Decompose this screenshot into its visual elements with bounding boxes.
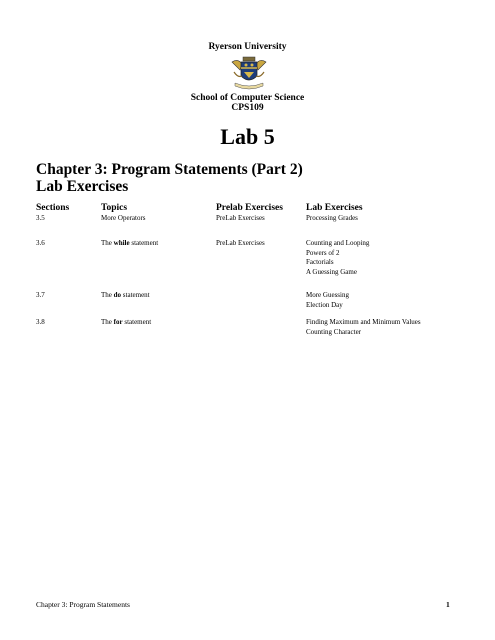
column-header-prelab: Prelab Exercises bbox=[216, 203, 283, 213]
page-title: Lab 5 bbox=[220, 124, 275, 149]
lab-exercise-list bbox=[306, 239, 369, 277]
column-header-lab: Lab Exercises bbox=[306, 203, 363, 213]
lab-exercise-list bbox=[306, 291, 349, 310]
lab-exercise: More Guessing bbox=[306, 291, 349, 299]
university-name: Ryerson University bbox=[208, 42, 287, 52]
lab-exercise-list bbox=[306, 318, 421, 337]
lab-exercise: Finding Maximum and Minimum Values bbox=[306, 318, 421, 326]
table-header bbox=[36, 203, 456, 214]
topic: More Operators bbox=[101, 214, 146, 222]
prelab-link: PreLab Exercises bbox=[216, 239, 265, 247]
lab-exercise-list bbox=[306, 214, 358, 224]
table-row bbox=[36, 318, 456, 340]
chapter-heading bbox=[36, 161, 303, 195]
lab-exercise: A Guessing Game bbox=[306, 267, 357, 276]
footer-chapter: Chapter 3: Program Statements bbox=[36, 600, 130, 609]
section-number: 3.7 bbox=[36, 291, 45, 299]
course-code: CPS109 bbox=[231, 103, 264, 113]
table-row bbox=[36, 291, 456, 318]
prelab-link: PreLab Exercises bbox=[216, 214, 265, 222]
lab-exercise: Processing Grades bbox=[306, 214, 358, 222]
chapter-title: Chapter 3: Program Statements (Part 2) bbox=[36, 161, 303, 178]
topic: The do statement bbox=[101, 291, 150, 299]
table-row bbox=[36, 239, 456, 291]
section-number: 3.6 bbox=[36, 239, 45, 247]
university-crest-icon bbox=[230, 56, 268, 90]
column-header-sections: Sections bbox=[36, 203, 70, 213]
lab-exercise: Powers of 2 bbox=[306, 248, 340, 257]
page-number: 1 bbox=[446, 600, 450, 609]
section-number: 3.8 bbox=[36, 318, 45, 326]
column-header-topics: Topics bbox=[101, 203, 128, 213]
topic: The for statement bbox=[101, 318, 152, 326]
chapter-subtitle: Lab Exercises bbox=[36, 178, 129, 195]
lab-exercise: Counting and Looping bbox=[306, 239, 370, 247]
section-number: 3.5 bbox=[36, 214, 45, 222]
exercise-table bbox=[36, 203, 456, 340]
table-row bbox=[36, 214, 456, 239]
lab-exercise: Counting Character bbox=[306, 327, 362, 336]
school-name: School of Computer Science bbox=[190, 93, 305, 103]
lab-exercise: Factorials bbox=[306, 258, 334, 266]
lab-exercise: Election Day bbox=[306, 300, 343, 309]
school-heading bbox=[0, 93, 495, 113]
topic: The while statement bbox=[101, 239, 159, 247]
